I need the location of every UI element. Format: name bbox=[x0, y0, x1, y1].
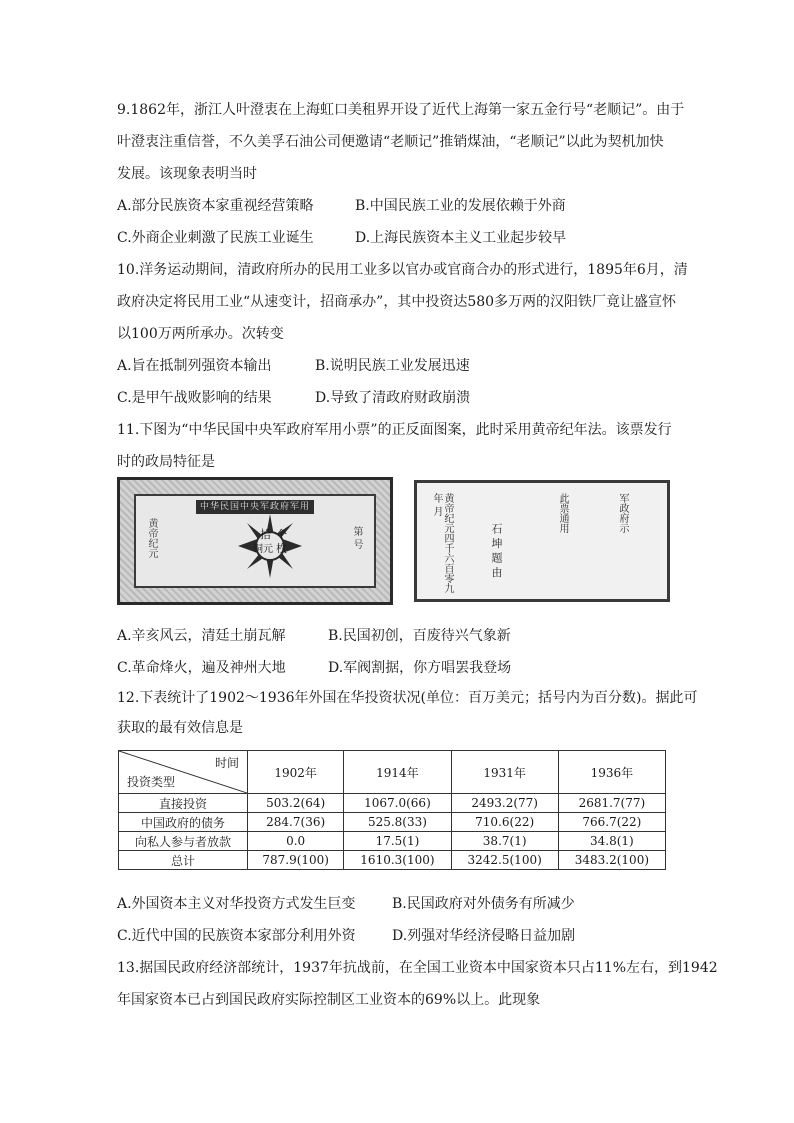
row-label: 总计 bbox=[119, 851, 248, 870]
q10-line3: 以100万两所承办。次转变 bbox=[117, 326, 284, 342]
table-row bbox=[119, 813, 666, 832]
q9-option-b: B.中国民族工业的发展依赖于外商 bbox=[355, 198, 566, 214]
table-cell: 38.7(1) bbox=[451, 832, 558, 851]
corner-type-label: 投资类型 bbox=[127, 775, 176, 789]
q13-line1: 13.据国民政府经济部统计，1937年抗战前，在全国工业资本中国家资本只占11%左右，到1942 bbox=[117, 960, 718, 976]
table-cell: 3242.5(100) bbox=[451, 851, 558, 870]
table-cell: 1067.0(66) bbox=[344, 794, 451, 813]
banknote-front-center4: 枚 bbox=[276, 542, 287, 555]
table-cell: 1610.3(100) bbox=[344, 851, 451, 870]
banknote-front-image bbox=[117, 477, 393, 605]
table-cell: 503.2(64) bbox=[248, 794, 344, 813]
banknote-back-col3: 此票通用 bbox=[557, 493, 568, 533]
banknote-back-col1: 黄帝纪元四千六百零九年 月 bbox=[431, 493, 453, 593]
q10-line2: 政府决定将民用工业“从速变计，招商承办”，其中投资达580多万两的汉阳铁厂竟让盛宣怀 bbox=[117, 294, 677, 310]
q11-line2: 时的政局特征是 bbox=[117, 454, 215, 470]
q11-line1: 11.下图为“中华民国中央军政府军用小票”的正反面图案，此时采用黄帝纪年法。该票发行 bbox=[117, 422, 672, 438]
q10-option-d: D.导致了清政府财政崩溃 bbox=[315, 390, 471, 406]
banknote-back-col4: 军政府示 bbox=[617, 493, 628, 533]
q9-line2: 叶澄衷注重信誉，不久美孚石油公司便邀请“老顺记”推销煤油，“老顺记”以此为契机加快 bbox=[117, 134, 664, 150]
q12-line1: 12.下表统计了1902～1936年外国在华投资状况(单位：百万美元；括号内为百分数)。据此可 bbox=[117, 690, 698, 706]
q9-option-d: D.上海民族资本主义工业起步较早 bbox=[355, 230, 567, 246]
year-header: 1914年 bbox=[344, 751, 451, 794]
row-label: 向私人参与者放款 bbox=[119, 832, 248, 851]
table-row bbox=[119, 851, 666, 870]
table-cell: 34.8(1) bbox=[558, 832, 665, 851]
q12-option-d: D.列强对华经济侵略日益加剧 bbox=[392, 928, 576, 944]
year-header: 1902年 bbox=[248, 751, 344, 794]
q10-option-a: A.旨在抵制列强资本输出 bbox=[117, 358, 272, 374]
q11-option-b: B.民国初创，百废待兴气象新 bbox=[328, 628, 511, 644]
q10-line1: 10.洋务运动期间，清政府所办的民用工业多以官办或官商合办的形式进行，1895年6月，清 bbox=[117, 262, 688, 278]
year-header: 1936年 bbox=[558, 751, 665, 794]
row-label: 中国政府的债务 bbox=[119, 813, 248, 832]
q10-option-b: B.说明民族工业发展迅速 bbox=[315, 358, 470, 374]
q12-option-b: B.民国政府对外债务有所减少 bbox=[392, 896, 575, 912]
banknote-front-right-text: 第 号 bbox=[351, 526, 362, 550]
q11-option-c: C.革命烽火，遍及神州大地 bbox=[117, 660, 286, 676]
table-cell: 0.0 bbox=[248, 832, 344, 851]
q9-option-c: C.外商企业刺激了民族工业诞生 bbox=[117, 230, 314, 246]
banknote-front-banner: 中华民国中央军政府军用小票 bbox=[196, 500, 314, 514]
banknote-back-image bbox=[414, 480, 670, 602]
corner-time-label: 时间 bbox=[214, 756, 239, 770]
q9-line1: 9.1862年，浙江人叶澄衷在上海虹口美租界开设了近代上海第一家五金行号“老顺记”。由于 bbox=[117, 102, 685, 118]
q9-line3: 发展。该现象表明当时 bbox=[117, 166, 257, 182]
table-cell: 2681.7(77) bbox=[558, 794, 665, 813]
q10-option-c: C.是甲午战败影响的结果 bbox=[117, 390, 272, 406]
q12-option-a: A.外国资本主义对华投资方式发生巨变 bbox=[117, 896, 356, 912]
banknote-front-center1: 拾 bbox=[260, 528, 271, 541]
investment-table bbox=[118, 750, 666, 870]
banknote-front-center3: 铜元 bbox=[253, 544, 273, 555]
table-cell: 710.6(22) bbox=[451, 813, 558, 832]
table-cell: 17.5(1) bbox=[344, 832, 451, 851]
table-cell: 525.8(33) bbox=[344, 813, 451, 832]
table-cell: 3483.2(100) bbox=[558, 851, 665, 870]
banknote-front-left-text: 黄帝纪元 bbox=[146, 518, 157, 558]
q11-option-d: D.军阀割据，你方唱罢我登场 bbox=[328, 660, 512, 676]
q13-line2: 年国家资本已占到国民政府实际控制区工业资本的69%以上。此现象 bbox=[117, 992, 541, 1008]
table-row bbox=[119, 794, 666, 813]
row-label: 直接投资 bbox=[119, 794, 248, 813]
table-cell: 787.9(100) bbox=[248, 851, 344, 870]
table-header-row bbox=[119, 751, 666, 794]
year-header: 1931年 bbox=[451, 751, 558, 794]
table-cell: 2493.2(77) bbox=[451, 794, 558, 813]
q12-option-c: C.近代中国的民族资本家部分利用外资 bbox=[117, 928, 356, 944]
q11-option-a: A.辛亥风云，清廷土崩瓦解 bbox=[117, 628, 286, 644]
table-cell: 284.7(36) bbox=[248, 813, 344, 832]
banknote-front-panel bbox=[134, 494, 376, 588]
table-corner-cell bbox=[119, 751, 248, 794]
table-cell: 766.7(22) bbox=[558, 813, 665, 832]
banknote-front-center2: 个 bbox=[276, 528, 287, 541]
banknote-back-col2: 石 坤 题 由 bbox=[490, 523, 503, 578]
q9-option-a: A.部分民族资本家重视经营策略 bbox=[117, 198, 314, 214]
q12-line2: 获取的最有效信息是 bbox=[117, 720, 243, 736]
table-row bbox=[119, 832, 666, 851]
